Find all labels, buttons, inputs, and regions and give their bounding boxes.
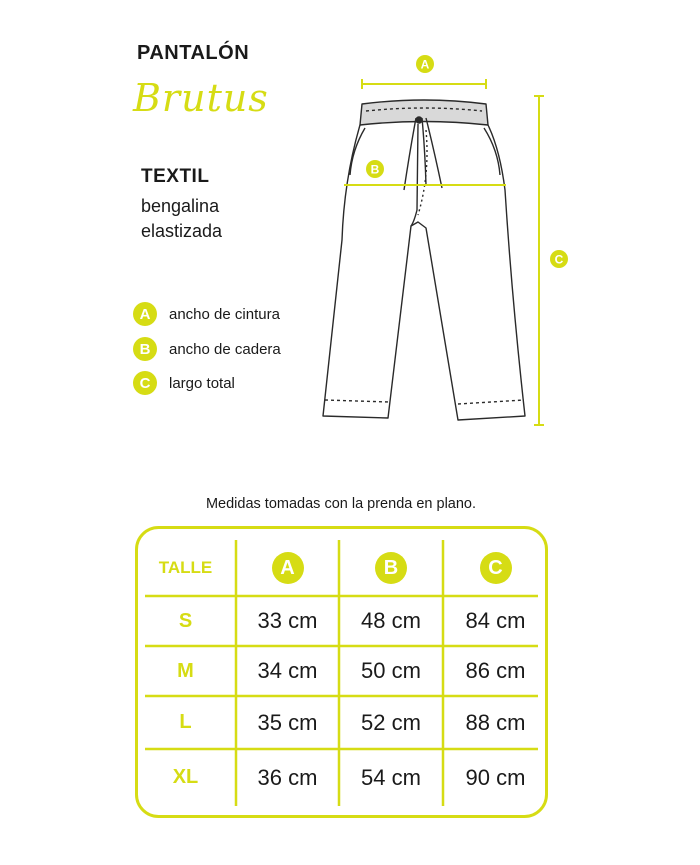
header-badge-a: A — [272, 552, 304, 584]
table-cell: 84 cm — [465, 608, 526, 633]
measure-b-label: B — [370, 162, 380, 177]
legend-text-c: largo total — [169, 374, 235, 392]
legend-badge-a: A — [133, 302, 157, 326]
legend-badge-b: B — [133, 337, 157, 361]
product-title: PANTALÓN — [137, 42, 250, 64]
table-cell: 52 cm — [361, 709, 421, 735]
measure-c-label: C — [554, 252, 564, 267]
table-cell: 35 cm — [257, 709, 318, 735]
table-header-a — [236, 540, 339, 596]
size-table — [135, 526, 548, 818]
legend-text-a: ancho de cintura — [169, 305, 280, 323]
legend-text-b: ancho de cadera — [169, 340, 281, 358]
legend-item-b — [133, 336, 281, 362]
textil-material: bengalina — [141, 196, 220, 216]
table-header-b — [339, 540, 443, 596]
table-row-size: XL — [172, 766, 199, 788]
table-cell: 88 cm — [465, 709, 526, 735]
textil-property: elastizada — [141, 221, 223, 241]
table-row-size: S — [178, 609, 193, 632]
legend-item-c — [133, 370, 235, 396]
header-badge-c: C — [480, 552, 512, 584]
table-cell: 86 cm — [465, 658, 526, 683]
table-row-size: L — [179, 711, 192, 733]
table-cell: 33 cm — [257, 608, 318, 633]
pants-diagram — [320, 50, 580, 440]
table-cell: 50 cm — [361, 658, 421, 683]
table-header-c — [443, 540, 548, 596]
table-header-talle: TALLE — [158, 558, 213, 577]
product-script-name: Brutus — [133, 76, 269, 120]
measurement-caption: Medidas tomadas con la prenda en plano. — [205, 496, 477, 512]
textil-heading: TEXTIL — [141, 166, 210, 187]
legend-item-a — [133, 301, 280, 327]
measure-a — [362, 55, 486, 89]
table-cell: 48 cm — [361, 608, 421, 633]
pants-outline — [323, 100, 525, 420]
legend-badge-c: C — [133, 371, 157, 395]
table-cell: 36 cm — [257, 764, 318, 790]
table-cell: 34 cm — [257, 658, 318, 683]
measure-a-label: A — [420, 57, 430, 72]
table-row-size: M — [177, 659, 194, 682]
measure-c — [534, 96, 568, 425]
header-badge-b: B — [375, 552, 407, 584]
table-cell: 54 cm — [361, 764, 421, 790]
table-cell: 90 cm — [465, 764, 526, 790]
